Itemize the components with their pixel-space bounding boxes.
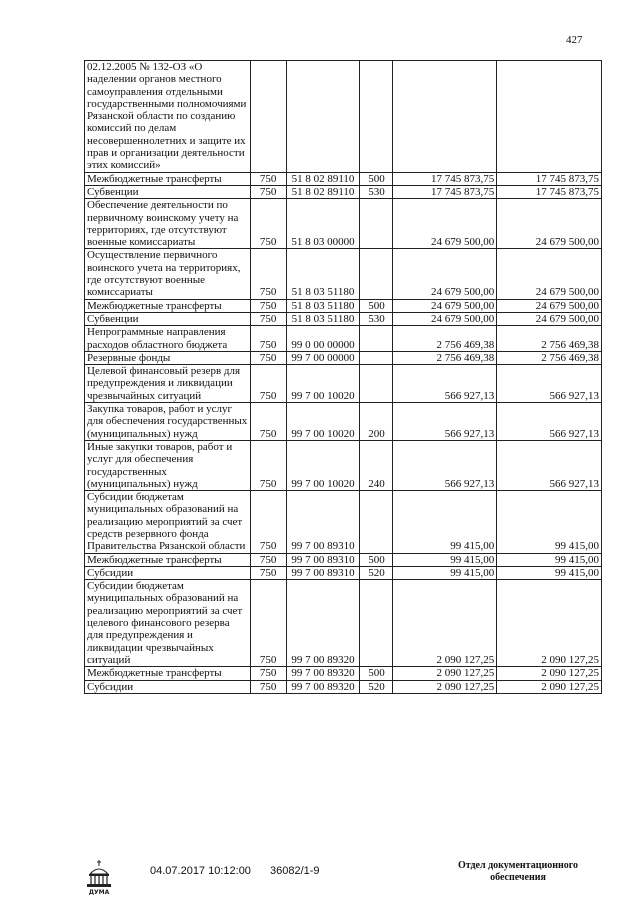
cell-sum2: 24 679 500,00 xyxy=(497,199,602,249)
cell-ved: 750 xyxy=(250,199,286,249)
table-row xyxy=(85,172,602,185)
footer-doc-number: 36082/1-9 xyxy=(270,865,320,877)
cell-sum2: 99 415,00 xyxy=(497,566,602,579)
cell-kvr: 520 xyxy=(360,680,393,693)
cell-ved: 750 xyxy=(250,299,286,312)
cell-code: 99 7 00 10020 xyxy=(286,365,360,403)
cell-sum1: 566 927,13 xyxy=(393,440,497,490)
cell-name: Осуществление первичного воинского учета на территориях, где отсутствуют военные комиссариаты xyxy=(85,249,251,299)
budget-table xyxy=(84,60,602,694)
budget-table-body xyxy=(85,61,602,694)
cell-sum1: 2 090 127,25 xyxy=(393,580,497,667)
cell-ved: 750 xyxy=(250,680,286,693)
cell-sum1: 2 756 469,38 xyxy=(393,326,497,352)
cell-kvr: 500 xyxy=(360,172,393,185)
cell-ved: 750 xyxy=(250,172,286,185)
cell-code: 51 8 02 89110 xyxy=(286,185,360,198)
table-row xyxy=(85,440,602,490)
table-row xyxy=(85,566,602,579)
cell-sum1: 566 927,13 xyxy=(393,403,497,441)
cell-sum2: 17 745 873,75 xyxy=(497,185,602,198)
table-row xyxy=(85,553,602,566)
cell-name: Межбюджетные трансферты xyxy=(85,172,251,185)
cell-kvr: 500 xyxy=(360,299,393,312)
cell-name: Субсидии бюджетам муниципальных образований на реализацию мероприятий за счет средств резервного фонда Правительства Рязанской области xyxy=(85,491,251,553)
cell-sum1 xyxy=(393,61,497,173)
cell-sum1: 24 679 500,00 xyxy=(393,199,497,249)
cell-ved: 750 xyxy=(250,667,286,680)
cell-sum1: 2 090 127,25 xyxy=(393,667,497,680)
cell-sum2: 24 679 500,00 xyxy=(497,312,602,325)
cell-kvr xyxy=(360,249,393,299)
cell-code: 99 7 00 89320 xyxy=(286,667,360,680)
table-row xyxy=(85,403,602,441)
cell-kvr xyxy=(360,365,393,403)
cell-sum2: 2 090 127,25 xyxy=(497,667,602,680)
cell-name: Субсидии бюджетам муниципальных образований на реализацию мероприятий за счет целевого финансового резерва для предупреждения и ликвидации чрезвычайных ситуаций xyxy=(85,580,251,667)
cell-name: Целевой финансовый резерв для предупреждения и ликвидации чрезвычайных ситуаций xyxy=(85,365,251,403)
cell-code: 51 8 02 89110 xyxy=(286,172,360,185)
cell-sum1: 17 745 873,75 xyxy=(393,172,497,185)
cell-sum2: 24 679 500,00 xyxy=(497,249,602,299)
table-row xyxy=(85,61,602,173)
cell-name: Субвенции xyxy=(85,185,251,198)
cell-sum1: 24 679 500,00 xyxy=(393,312,497,325)
cell-ved: 750 xyxy=(250,312,286,325)
cell-sum2: 566 927,13 xyxy=(497,365,602,403)
cell-sum1: 2 756 469,38 xyxy=(393,351,497,364)
cell-sum2: 2 756 469,38 xyxy=(497,351,602,364)
cell-code: 99 7 00 89320 xyxy=(286,580,360,667)
cell-kvr xyxy=(360,326,393,352)
footer-office: Отдел документационного обеспечения xyxy=(457,860,579,883)
cell-ved: 750 xyxy=(250,580,286,667)
cell-code: 99 7 00 89320 xyxy=(286,680,360,693)
cell-sum1: 17 745 873,75 xyxy=(393,185,497,198)
cell-code: 51 8 03 51180 xyxy=(286,299,360,312)
table-row xyxy=(85,680,602,693)
cell-kvr xyxy=(360,351,393,364)
table-row xyxy=(85,667,602,680)
cell-code: 99 7 00 00000 xyxy=(286,351,360,364)
cell-code: 51 8 03 51180 xyxy=(286,312,360,325)
cell-name: Межбюджетные трансферты xyxy=(85,667,251,680)
duma-logo-icon xyxy=(84,856,114,896)
cell-sum1: 566 927,13 xyxy=(393,365,497,403)
cell-ved: 750 xyxy=(250,185,286,198)
cell-name: Иные закупки товаров, работ и услуг для обеспечения государственных (муниципальных) нужд xyxy=(85,440,251,490)
cell-kvr xyxy=(360,491,393,553)
cell-sum2: 17 745 873,75 xyxy=(497,172,602,185)
cell-sum1: 99 415,00 xyxy=(393,491,497,553)
cell-name: Обеспечение деятельности по первичному воинскому учету на территориях, где отсутствуют военные комиссариаты xyxy=(85,199,251,249)
cell-ved: 750 xyxy=(250,351,286,364)
cell-sum2: 2 090 127,25 xyxy=(497,580,602,667)
cell-ved: 750 xyxy=(250,440,286,490)
cell-name: Закупка товаров, работ и услуг для обеспечения государственных (муниципальных) нужд xyxy=(85,403,251,441)
table-row xyxy=(85,365,602,403)
cell-kvr: 530 xyxy=(360,312,393,325)
logo-text: ДУМА xyxy=(88,889,110,896)
cell-kvr: 240 xyxy=(360,440,393,490)
cell-name: Межбюджетные трансферты xyxy=(85,553,251,566)
cell-kvr: 530 xyxy=(360,185,393,198)
cell-sum2 xyxy=(497,61,602,173)
cell-code: 99 7 00 89310 xyxy=(286,491,360,553)
page-number: 427 xyxy=(566,34,583,46)
cell-sum1: 99 415,00 xyxy=(393,553,497,566)
cell-name: Межбюджетные трансферты xyxy=(85,299,251,312)
cell-code: 99 7 00 89310 xyxy=(286,553,360,566)
cell-code: 99 7 00 10020 xyxy=(286,440,360,490)
cell-kvr xyxy=(360,199,393,249)
cell-ved: 750 xyxy=(250,491,286,553)
cell-code: 51 8 03 51180 xyxy=(286,249,360,299)
table-row xyxy=(85,326,602,352)
cell-name: Резервные фонды xyxy=(85,351,251,364)
cell-sum2: 99 415,00 xyxy=(497,553,602,566)
footer-date: 04.07.2017 10:12:00 xyxy=(150,865,251,877)
cell-name: 02.12.2005 № 132-ОЗ «О наделении органов местного самоуправления отдельными государственными полномочиями Рязанской области по созданию комиссий по делам несовершеннолетних и защите их прав и организации деятельности этих комиссий» xyxy=(85,61,251,173)
table-row xyxy=(85,199,602,249)
cell-ved: 750 xyxy=(250,403,286,441)
cell-code xyxy=(286,61,360,173)
table-row xyxy=(85,249,602,299)
table-row xyxy=(85,351,602,364)
cell-sum1: 99 415,00 xyxy=(393,566,497,579)
cell-code: 99 7 00 10020 xyxy=(286,403,360,441)
cell-code: 51 8 03 00000 xyxy=(286,199,360,249)
cell-kvr xyxy=(360,580,393,667)
table-row xyxy=(85,580,602,667)
cell-kvr: 500 xyxy=(360,667,393,680)
table-row xyxy=(85,491,602,553)
cell-ved: 750 xyxy=(250,249,286,299)
cell-ved: 750 xyxy=(250,553,286,566)
cell-ved xyxy=(250,61,286,173)
table-row xyxy=(85,185,602,198)
cell-sum2: 24 679 500,00 xyxy=(497,299,602,312)
cell-ved: 750 xyxy=(250,566,286,579)
cell-sum1: 2 090 127,25 xyxy=(393,680,497,693)
cell-sum2: 2 756 469,38 xyxy=(497,326,602,352)
cell-code: 99 0 00 00000 xyxy=(286,326,360,352)
cell-name: Субвенции xyxy=(85,312,251,325)
cell-sum2: 99 415,00 xyxy=(497,491,602,553)
cell-sum1: 24 679 500,00 xyxy=(393,299,497,312)
cell-kvr: 500 xyxy=(360,553,393,566)
cell-name: Непрограммные направления расходов областного бюджета xyxy=(85,326,251,352)
table-row xyxy=(85,299,602,312)
cell-code: 99 7 00 89310 xyxy=(286,566,360,579)
cell-ved: 750 xyxy=(250,326,286,352)
cell-kvr: 520 xyxy=(360,566,393,579)
cell-name: Субсидии xyxy=(85,680,251,693)
cell-sum2: 566 927,13 xyxy=(497,403,602,441)
cell-sum2: 2 090 127,25 xyxy=(497,680,602,693)
cell-ved: 750 xyxy=(250,365,286,403)
cell-sum2: 566 927,13 xyxy=(497,440,602,490)
cell-kvr xyxy=(360,61,393,173)
cell-kvr: 200 xyxy=(360,403,393,441)
cell-name: Субсидии xyxy=(85,566,251,579)
table-row xyxy=(85,312,602,325)
cell-sum1: 24 679 500,00 xyxy=(393,249,497,299)
